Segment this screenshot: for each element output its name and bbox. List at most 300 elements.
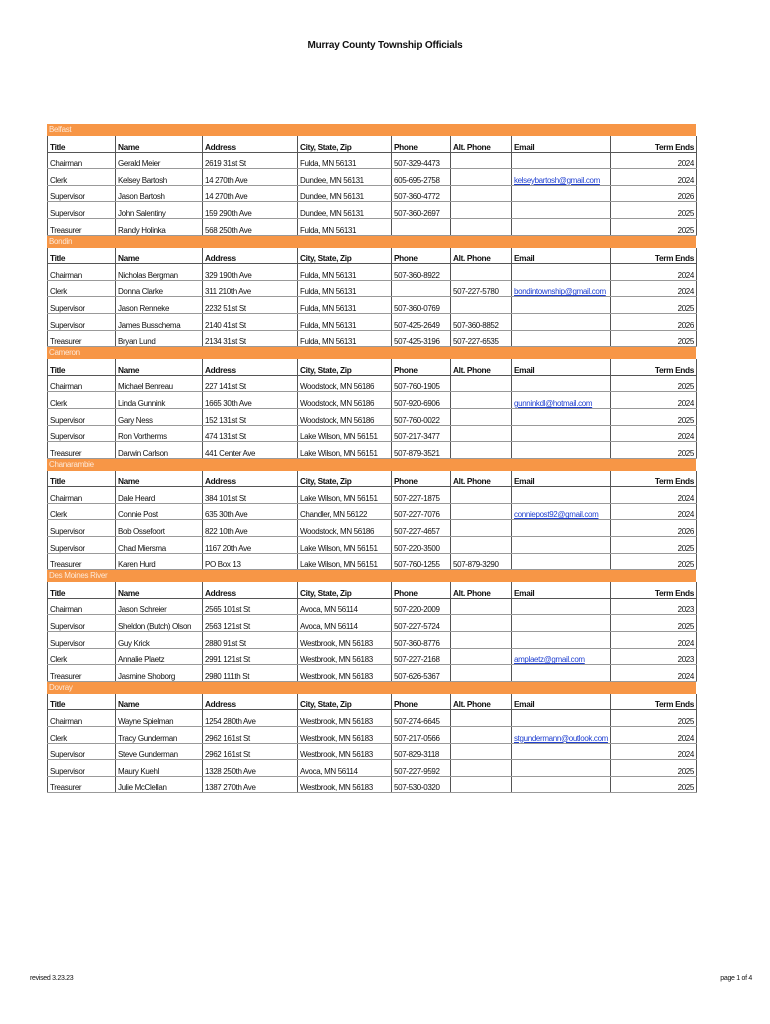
table-cell: Annalie Plaetz <box>116 648 203 665</box>
table-cell: 1328 250th Ave <box>203 760 298 777</box>
table-cell: 2025 <box>611 375 697 392</box>
table-cell: 507-217-0566 <box>392 727 451 744</box>
table-cell <box>451 408 512 425</box>
table-cell: Michael Benreau <box>116 375 203 392</box>
column-header: Name <box>116 582 203 598</box>
table-row <box>48 598 697 615</box>
table-cell <box>512 598 611 615</box>
column-header: Phone <box>392 248 451 264</box>
table-cell: Wayne Spielman <box>116 710 203 727</box>
column-header: Term Ends <box>611 136 697 152</box>
table-cell: Chairman <box>48 152 116 169</box>
table-cell: Dundee, MN 56131 <box>298 185 392 202</box>
table-cell: Randy Holinka <box>116 218 203 235</box>
table-row <box>48 202 697 219</box>
table-cell: Supervisor <box>48 632 116 649</box>
column-header: City, State, Zip <box>298 471 392 487</box>
table-row <box>48 710 697 727</box>
column-header: Address <box>203 471 298 487</box>
table-cell: 507-227-4657 <box>392 520 451 537</box>
table-cell: 2024 <box>611 264 697 281</box>
column-header: Address <box>203 136 298 152</box>
table-cell: 507-425-3196 <box>392 330 451 347</box>
table-cell: 2980 111th St <box>203 665 298 682</box>
table-cell <box>451 537 512 554</box>
table-cell <box>451 615 512 632</box>
column-header: City, State, Zip <box>298 136 392 152</box>
table-cell: 2024 <box>611 392 697 409</box>
table-cell <box>512 152 611 169</box>
table-cell <box>451 202 512 219</box>
column-header: Alt. Phone <box>451 471 512 487</box>
table-cell: 1167 20th Ave <box>203 537 298 554</box>
column-header: Email <box>512 582 611 598</box>
table-row <box>48 615 697 632</box>
table-cell: Clerk <box>48 280 116 297</box>
table-cell: 1387 270th Ave <box>203 776 298 793</box>
table-cell: Westbrook, MN 56183 <box>298 727 392 744</box>
table-cell: 507-227-5780 <box>451 280 512 297</box>
table-cell: 384 101st St <box>203 487 298 504</box>
table-cell <box>451 665 512 682</box>
township-band: Des Moines River <box>47 570 696 582</box>
table-cell: 2025 <box>611 553 697 570</box>
township-table <box>47 582 697 682</box>
table-cell: 2024 <box>611 425 697 442</box>
table-cell: 507-227-7076 <box>392 503 451 520</box>
table-cell: Lake Wilson, MN 56151 <box>298 442 392 459</box>
table-cell: John Salentiny <box>116 202 203 219</box>
table-cell: Woodstock, MN 56186 <box>298 375 392 392</box>
column-header: Name <box>116 471 203 487</box>
table-cell: 2025 <box>611 218 697 235</box>
table-cell: 2024 <box>611 632 697 649</box>
column-header: Title <box>48 359 116 375</box>
revised-date: revised 3.23.23 <box>30 975 74 982</box>
table-cell: 2140 41st St <box>203 313 298 330</box>
table-cell: Lake Wilson, MN 56151 <box>298 425 392 442</box>
table-cell: 507-274-6645 <box>392 710 451 727</box>
table-cell: 507-360-2697 <box>392 202 451 219</box>
table-cell: Supervisor <box>48 760 116 777</box>
table-cell: 507-227-1875 <box>392 487 451 504</box>
column-header: Term Ends <box>611 582 697 598</box>
column-header: Phone <box>392 582 451 598</box>
table-cell: 635 30th Ave <box>203 503 298 520</box>
table-cell: Supervisor <box>48 537 116 554</box>
table-cell: 507-626-5367 <box>392 665 451 682</box>
table-cell: 2024 <box>611 487 697 504</box>
table-cell: 2026 <box>611 520 697 537</box>
table-row <box>48 665 697 682</box>
table-cell <box>512 375 611 392</box>
column-header: Alt. Phone <box>451 694 512 710</box>
table-cell: 2025 <box>611 330 697 347</box>
table-cell <box>512 264 611 281</box>
column-header: Email <box>512 471 611 487</box>
table-cell: 507-227-9592 <box>392 760 451 777</box>
table-cell: 507-220-3500 <box>392 537 451 554</box>
email-link[interactable]: amplaetz@gmail.com <box>512 648 611 665</box>
table-cell: 2962 161st St <box>203 727 298 744</box>
table-cell <box>451 487 512 504</box>
table-cell: Darwin Carlson <box>116 442 203 459</box>
table-cell <box>451 264 512 281</box>
table-cell: 507-360-0769 <box>392 297 451 314</box>
table-cell: Donna Clarke <box>116 280 203 297</box>
table-cell: 2024 <box>611 280 697 297</box>
table-cell: 507-829-3118 <box>392 743 451 760</box>
table-cell: 507-760-0022 <box>392 408 451 425</box>
table-row <box>48 503 697 520</box>
table-cell: Lake Wilson, MN 56151 <box>298 553 392 570</box>
table-row <box>48 375 697 392</box>
table-cell: 2025 <box>611 776 697 793</box>
table-cell: Fulda, MN 56131 <box>298 330 392 347</box>
column-header: Phone <box>392 694 451 710</box>
township-table <box>47 471 697 571</box>
table-cell: 2026 <box>611 313 697 330</box>
table-cell: Treasurer <box>48 330 116 347</box>
table-cell <box>512 665 611 682</box>
table-cell <box>451 503 512 520</box>
column-header: Title <box>48 136 116 152</box>
table-cell: Lake Wilson, MN 56151 <box>298 487 392 504</box>
table-cell: Chairman <box>48 375 116 392</box>
table-row <box>48 425 697 442</box>
table-cell: Clerk <box>48 169 116 186</box>
header-row <box>48 359 697 375</box>
table-cell <box>512 487 611 504</box>
table-cell <box>512 632 611 649</box>
table-cell <box>512 408 611 425</box>
table-cell: 2025 <box>611 710 697 727</box>
table-cell <box>512 776 611 793</box>
table-cell: 2024 <box>611 152 697 169</box>
table-cell: Woodstock, MN 56186 <box>298 520 392 537</box>
column-header: Address <box>203 582 298 598</box>
table-row <box>48 487 697 504</box>
table-cell: Supervisor <box>48 313 116 330</box>
table-cell: Chairman <box>48 710 116 727</box>
table-cell: 2563 121st St <box>203 615 298 632</box>
table-cell: Supervisor <box>48 520 116 537</box>
table-row <box>48 727 697 744</box>
table-cell: 2025 <box>611 537 697 554</box>
email-link[interactable]: bondintownship@gmail.com <box>512 280 611 297</box>
township-table <box>47 694 697 794</box>
table-cell: 1254 280th Ave <box>203 710 298 727</box>
table-cell: 507-360-4772 <box>392 185 451 202</box>
table-cell: 2024 <box>611 503 697 520</box>
table-cell <box>512 537 611 554</box>
table-cell: Fulda, MN 56131 <box>298 280 392 297</box>
table-row <box>48 537 697 554</box>
table-cell: 2024 <box>611 743 697 760</box>
table-cell: Dundee, MN 56131 <box>298 202 392 219</box>
table-cell: Sheldon (Butch) Olson <box>116 615 203 632</box>
table-cell: 2026 <box>611 185 697 202</box>
table-row <box>48 280 697 297</box>
column-header: Term Ends <box>611 471 697 487</box>
table-cell: 2025 <box>611 615 697 632</box>
column-header: City, State, Zip <box>298 582 392 598</box>
column-header: Alt. Phone <box>451 582 512 598</box>
table-cell: Jasmine Shoborg <box>116 665 203 682</box>
table-cell: Supervisor <box>48 185 116 202</box>
column-header: Phone <box>392 136 451 152</box>
column-header: City, State, Zip <box>298 694 392 710</box>
table-row <box>48 313 697 330</box>
table-cell: Westbrook, MN 56183 <box>298 648 392 665</box>
header-row <box>48 582 697 598</box>
table-cell <box>392 218 451 235</box>
table-cell <box>512 553 611 570</box>
column-header: Name <box>116 359 203 375</box>
header-row <box>48 694 697 710</box>
table-cell: 2023 <box>611 598 697 615</box>
table-cell <box>451 710 512 727</box>
table-cell: Clerk <box>48 392 116 409</box>
table-row <box>48 297 697 314</box>
township-band: Chanarambie <box>47 459 696 471</box>
table-cell <box>451 632 512 649</box>
table-cell: Supervisor <box>48 743 116 760</box>
table-cell: Chairman <box>48 264 116 281</box>
table-cell: Westbrook, MN 56183 <box>298 665 392 682</box>
table-cell: 2619 31st St <box>203 152 298 169</box>
township-table <box>47 359 697 459</box>
township-band: Cameron <box>47 347 696 359</box>
table-cell: PO Box 13 <box>203 553 298 570</box>
table-cell: Jason Bartosh <box>116 185 203 202</box>
table-cell: Bob Ossefoort <box>116 520 203 537</box>
table-cell <box>512 520 611 537</box>
table-cell: Westbrook, MN 56183 <box>298 743 392 760</box>
table-cell: Woodstock, MN 56186 <box>298 408 392 425</box>
table-cell: 1665 30th Ave <box>203 392 298 409</box>
table-cell <box>512 330 611 347</box>
table-cell <box>392 280 451 297</box>
table-row <box>48 760 697 777</box>
table-cell <box>451 520 512 537</box>
table-cell <box>451 776 512 793</box>
table-cell: Treasurer <box>48 553 116 570</box>
table-cell <box>451 392 512 409</box>
table-cell <box>451 185 512 202</box>
table-cell: Tracy Gunderman <box>116 727 203 744</box>
table-row <box>48 408 697 425</box>
table-cell: Ron Vortherms <box>116 425 203 442</box>
table-cell: 507-360-8852 <box>451 313 512 330</box>
table-cell: 2023 <box>611 648 697 665</box>
table-row <box>48 218 697 235</box>
table-cell: Dundee, MN 56131 <box>298 169 392 186</box>
table-row <box>48 169 697 186</box>
table-cell: Clerk <box>48 727 116 744</box>
column-header: Term Ends <box>611 248 697 264</box>
table-row <box>48 632 697 649</box>
table-cell <box>451 169 512 186</box>
table-cell: Supervisor <box>48 425 116 442</box>
township-table <box>47 136 697 236</box>
email-link[interactable]: conniepost92@gmail.com <box>512 503 611 520</box>
column-header: Alt. Phone <box>451 248 512 264</box>
table-cell: Maury Kuehl <box>116 760 203 777</box>
table-cell <box>451 297 512 314</box>
table-cell <box>512 185 611 202</box>
table-cell: Connie Post <box>116 503 203 520</box>
table-cell <box>512 442 611 459</box>
column-header: Phone <box>392 359 451 375</box>
table-cell: 568 250th Ave <box>203 218 298 235</box>
township-table <box>47 248 697 348</box>
table-cell: 474 131st St <box>203 425 298 442</box>
column-header: Name <box>116 694 203 710</box>
table-cell: 2025 <box>611 202 697 219</box>
table-cell: 2025 <box>611 408 697 425</box>
table-cell: Fulda, MN 56131 <box>298 313 392 330</box>
table-row <box>48 185 697 202</box>
table-cell: 2134 31st St <box>203 330 298 347</box>
table-cell <box>451 218 512 235</box>
table-cell <box>451 760 512 777</box>
column-header: Address <box>203 694 298 710</box>
table-cell: 2024 <box>611 169 697 186</box>
column-header: Title <box>48 248 116 264</box>
table-cell: 2991 121st St <box>203 648 298 665</box>
table-cell: Jason Renneke <box>116 297 203 314</box>
table-cell <box>512 743 611 760</box>
table-cell: Chad Miersma <box>116 537 203 554</box>
table-cell: Supervisor <box>48 202 116 219</box>
table-cell: 311 210th Ave <box>203 280 298 297</box>
table-cell: 507-227-5724 <box>392 615 451 632</box>
column-header: Phone <box>392 471 451 487</box>
table-cell: 605-695-2758 <box>392 169 451 186</box>
table-cell: 822 10th Ave <box>203 520 298 537</box>
table-cell: 507-920-6906 <box>392 392 451 409</box>
table-cell: Westbrook, MN 56183 <box>298 776 392 793</box>
table-cell: Chandler, MN 56122 <box>298 503 392 520</box>
table-cell <box>512 760 611 777</box>
table-cell <box>451 648 512 665</box>
column-header: Title <box>48 471 116 487</box>
column-header: Email <box>512 136 611 152</box>
table-row <box>48 648 697 665</box>
township-band: Belfast <box>47 124 696 136</box>
table-cell <box>512 297 611 314</box>
table-cell <box>451 152 512 169</box>
officials-sheet <box>47 124 696 793</box>
table-cell: 14 270th Ave <box>203 185 298 202</box>
table-cell <box>512 313 611 330</box>
table-row <box>48 330 697 347</box>
column-header: Alt. Phone <box>451 136 512 152</box>
table-cell: 507-879-3290 <box>451 553 512 570</box>
table-cell: 2232 51st St <box>203 297 298 314</box>
table-cell: Avoca, MN 56114 <box>298 615 392 632</box>
table-cell: Dale Heard <box>116 487 203 504</box>
table-cell: Linda Gunnink <box>116 392 203 409</box>
column-header: Term Ends <box>611 694 697 710</box>
table-cell: Avoca, MN 56114 <box>298 598 392 615</box>
table-cell: 329 190th Ave <box>203 264 298 281</box>
table-cell: 2565 101st St <box>203 598 298 615</box>
table-cell: Bryan Lund <box>116 330 203 347</box>
header-row <box>48 471 697 487</box>
table-cell: Clerk <box>48 648 116 665</box>
table-cell: 507-879-3521 <box>392 442 451 459</box>
table-cell: 507-530-0320 <box>392 776 451 793</box>
table-cell: 14 270th Ave <box>203 169 298 186</box>
table-cell <box>512 218 611 235</box>
table-cell: 507-760-1905 <box>392 375 451 392</box>
table-row <box>48 152 697 169</box>
table-cell: Fulda, MN 56131 <box>298 297 392 314</box>
table-cell <box>451 375 512 392</box>
table-cell: 507-360-8776 <box>392 632 451 649</box>
column-header: Email <box>512 694 611 710</box>
table-cell: 2024 <box>611 665 697 682</box>
column-header: Name <box>116 136 203 152</box>
table-cell: 507-227-2168 <box>392 648 451 665</box>
table-cell: 152 131st St <box>203 408 298 425</box>
column-header: Email <box>512 359 611 375</box>
header-row <box>48 248 697 264</box>
table-row <box>48 520 697 537</box>
table-cell: 2025 <box>611 297 697 314</box>
column-header: City, State, Zip <box>298 248 392 264</box>
table-cell: 507-329-4473 <box>392 152 451 169</box>
table-cell: Fulda, MN 56131 <box>298 218 392 235</box>
table-cell: Treasurer <box>48 218 116 235</box>
table-cell: Westbrook, MN 56183 <box>298 632 392 649</box>
table-cell: Supervisor <box>48 297 116 314</box>
table-cell: 159 290th Ave <box>203 202 298 219</box>
table-cell: Woodstock, MN 56186 <box>298 392 392 409</box>
table-cell: James Busschema <box>116 313 203 330</box>
email-link[interactable]: kelseybartosh@gmail.com <box>512 169 611 186</box>
table-cell <box>451 425 512 442</box>
table-cell: Treasurer <box>48 776 116 793</box>
table-cell: Karen Hurd <box>116 553 203 570</box>
column-header: Title <box>48 582 116 598</box>
header-row <box>48 136 697 152</box>
table-cell: 2024 <box>611 727 697 744</box>
table-cell: 2880 91st St <box>203 632 298 649</box>
table-cell: Treasurer <box>48 442 116 459</box>
table-cell: Gary Ness <box>116 408 203 425</box>
table-cell: Clerk <box>48 503 116 520</box>
table-cell <box>512 425 611 442</box>
column-header: Name <box>116 248 203 264</box>
table-cell: Treasurer <box>48 665 116 682</box>
table-cell: 507-227-6535 <box>451 330 512 347</box>
table-cell: 507-220-2009 <box>392 598 451 615</box>
table-cell: 507-760-1255 <box>392 553 451 570</box>
column-header: Address <box>203 248 298 264</box>
column-header: Email <box>512 248 611 264</box>
email-link[interactable]: stgundermann@outlook.com <box>512 727 611 744</box>
table-cell <box>451 727 512 744</box>
table-cell: Kelsey Bartosh <box>116 169 203 186</box>
table-cell: Jason Schreier <box>116 598 203 615</box>
column-header: Title <box>48 694 116 710</box>
table-row <box>48 442 697 459</box>
email-link[interactable]: gunninkdl@hotmail.com <box>512 392 611 409</box>
table-cell: Guy Krick <box>116 632 203 649</box>
